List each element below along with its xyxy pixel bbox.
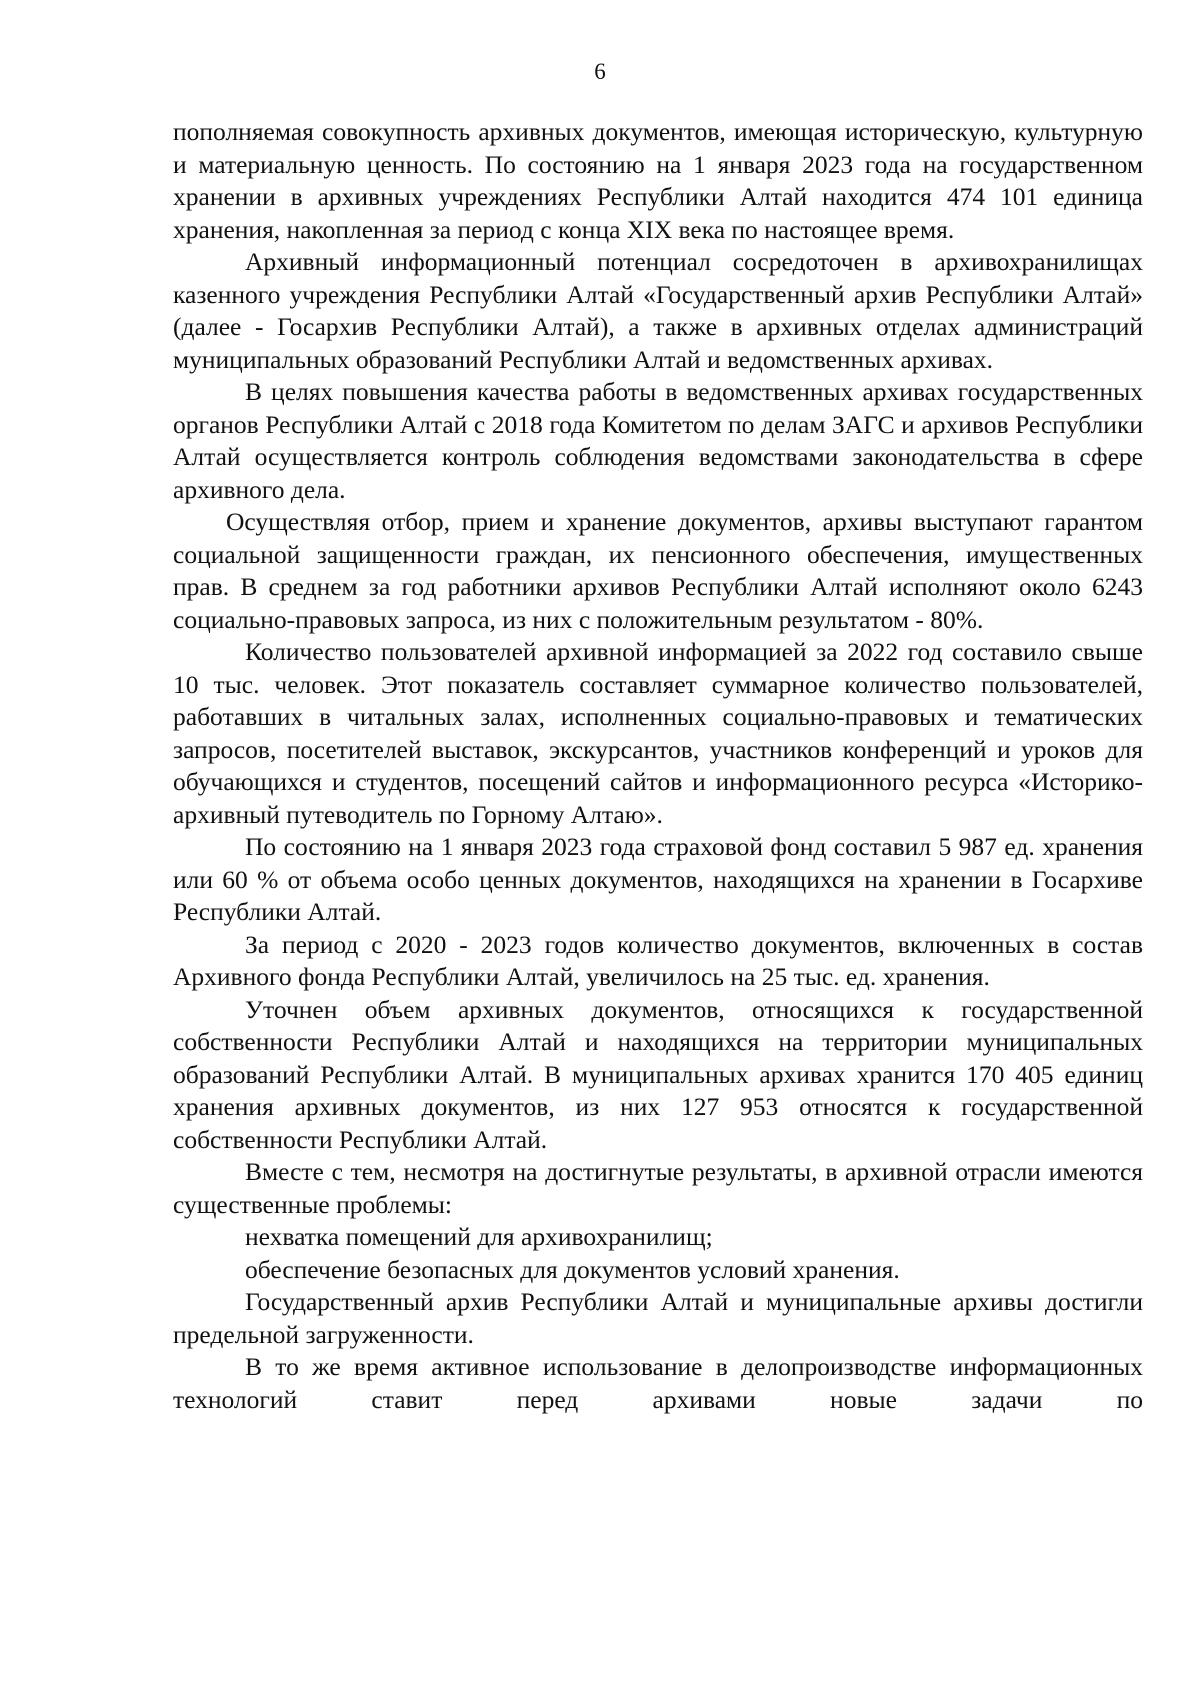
paragraph-departmental-archives: В целях повышения качества работы в ведомственных архивах государственных органов Республики Алтай с 2018 года Комитетом по делам ЗАГС и архивов Республики Алтай осуществляется контроль соблюдения ведомствами законодательства в сфере архивного дела. <box>173 377 1143 504</box>
page-number: 6 <box>594 59 606 84</box>
paragraph-state-property-documents: Уточнен объем архивных документов, относящихся к государственной собственности Республики Алтай и находящихся на территории муниципальных образований Республики Алтай. В муниципальных архивах хранится 170 405 единиц хранения архивных документов, из них 127 953 относятся к государственной собственности Республики Алтай. <box>173 994 1143 1154</box>
paragraph-archive-fund-continued: пополняемая совокупность архивных документов, имеющая историческую, культурную и материальную ценность. По состоянию на 1 января 2023 года на государственном хранении в архивных учреждениях Республики Алтай находится 474 101 единица хранения, накопленная за период с конца XIX века по настоящее время. <box>173 117 1143 244</box>
paragraph-problems-intro: Вместе с тем, несмотря на достигнутые результаты, в архивной отрасли имеются существенные проблемы: <box>173 1157 1143 1219</box>
paragraph-social-guarantees: Осуществляя отбор, прием и хранение документов, архивы выступают гарантом социальной защищенности граждан, их пенсионного обеспечения, имущественных прав. В среднем за год работники архивов Республики Алтай исполняют около 6243 социально-правовых запроса, из них с положительным результатом - 80%. <box>173 507 1143 634</box>
paragraph-information-potential: Архивный информационный потенциал сосредоточен в архивохранилищах казенного учреждения Республики Алтай «Государственный архив Республики Алтай» (далее - Госархив Республики Алтай), а также в архивных отделах администраций муниципальных образований Республики Алтай и ведомственных архивах. <box>173 247 1143 374</box>
paragraph-archive-load: Государственный архив Республики Алтай и муниципальные архивы достигли предельной загруженности. <box>173 1287 1143 1349</box>
paragraph-fund-growth: За период с 2020 - 2023 годов количество документов, включенных в состав Архивного фонда Республики Алтай, увеличилось на 25 тыс. ед. хранения. <box>173 929 1143 991</box>
list-item-storage-shortage: нехватка помещений для архивохранилищ; <box>245 1222 713 1251</box>
paragraph-insurance-fund: По состоянию на 1 января 2023 года страховой фонд составил 5 987 ед. хранения или 60 % от объема особо ценных документов, находящихся на хранении в Госархиве Республики Алтай. <box>173 832 1143 926</box>
list-item-safe-storage: обеспечение безопасных для документов условий хранения. <box>245 1254 900 1284</box>
paragraph-it-tasks: В то же время активное использование в делопроизводстве информационных технологий ставит перед архивами новые задачи по <box>173 1352 1143 1414</box>
document-body <box>173 116 1143 1416</box>
paragraph-users-count: Количество пользователей архивной информацией за 2022 год составило свыше 10 тыс. человек. Этот показатель составляет суммарное количество пользователей, работавших в читальных залах, исполненных социально-правовых и тематических запросов, посетителей выставок, экскурсантов, участников конференций и уроков для обучающихся и студентов, посещений сайтов и информационного ресурса «Историко-архивный путеводитель по Горному Алтаю». <box>173 637 1143 829</box>
